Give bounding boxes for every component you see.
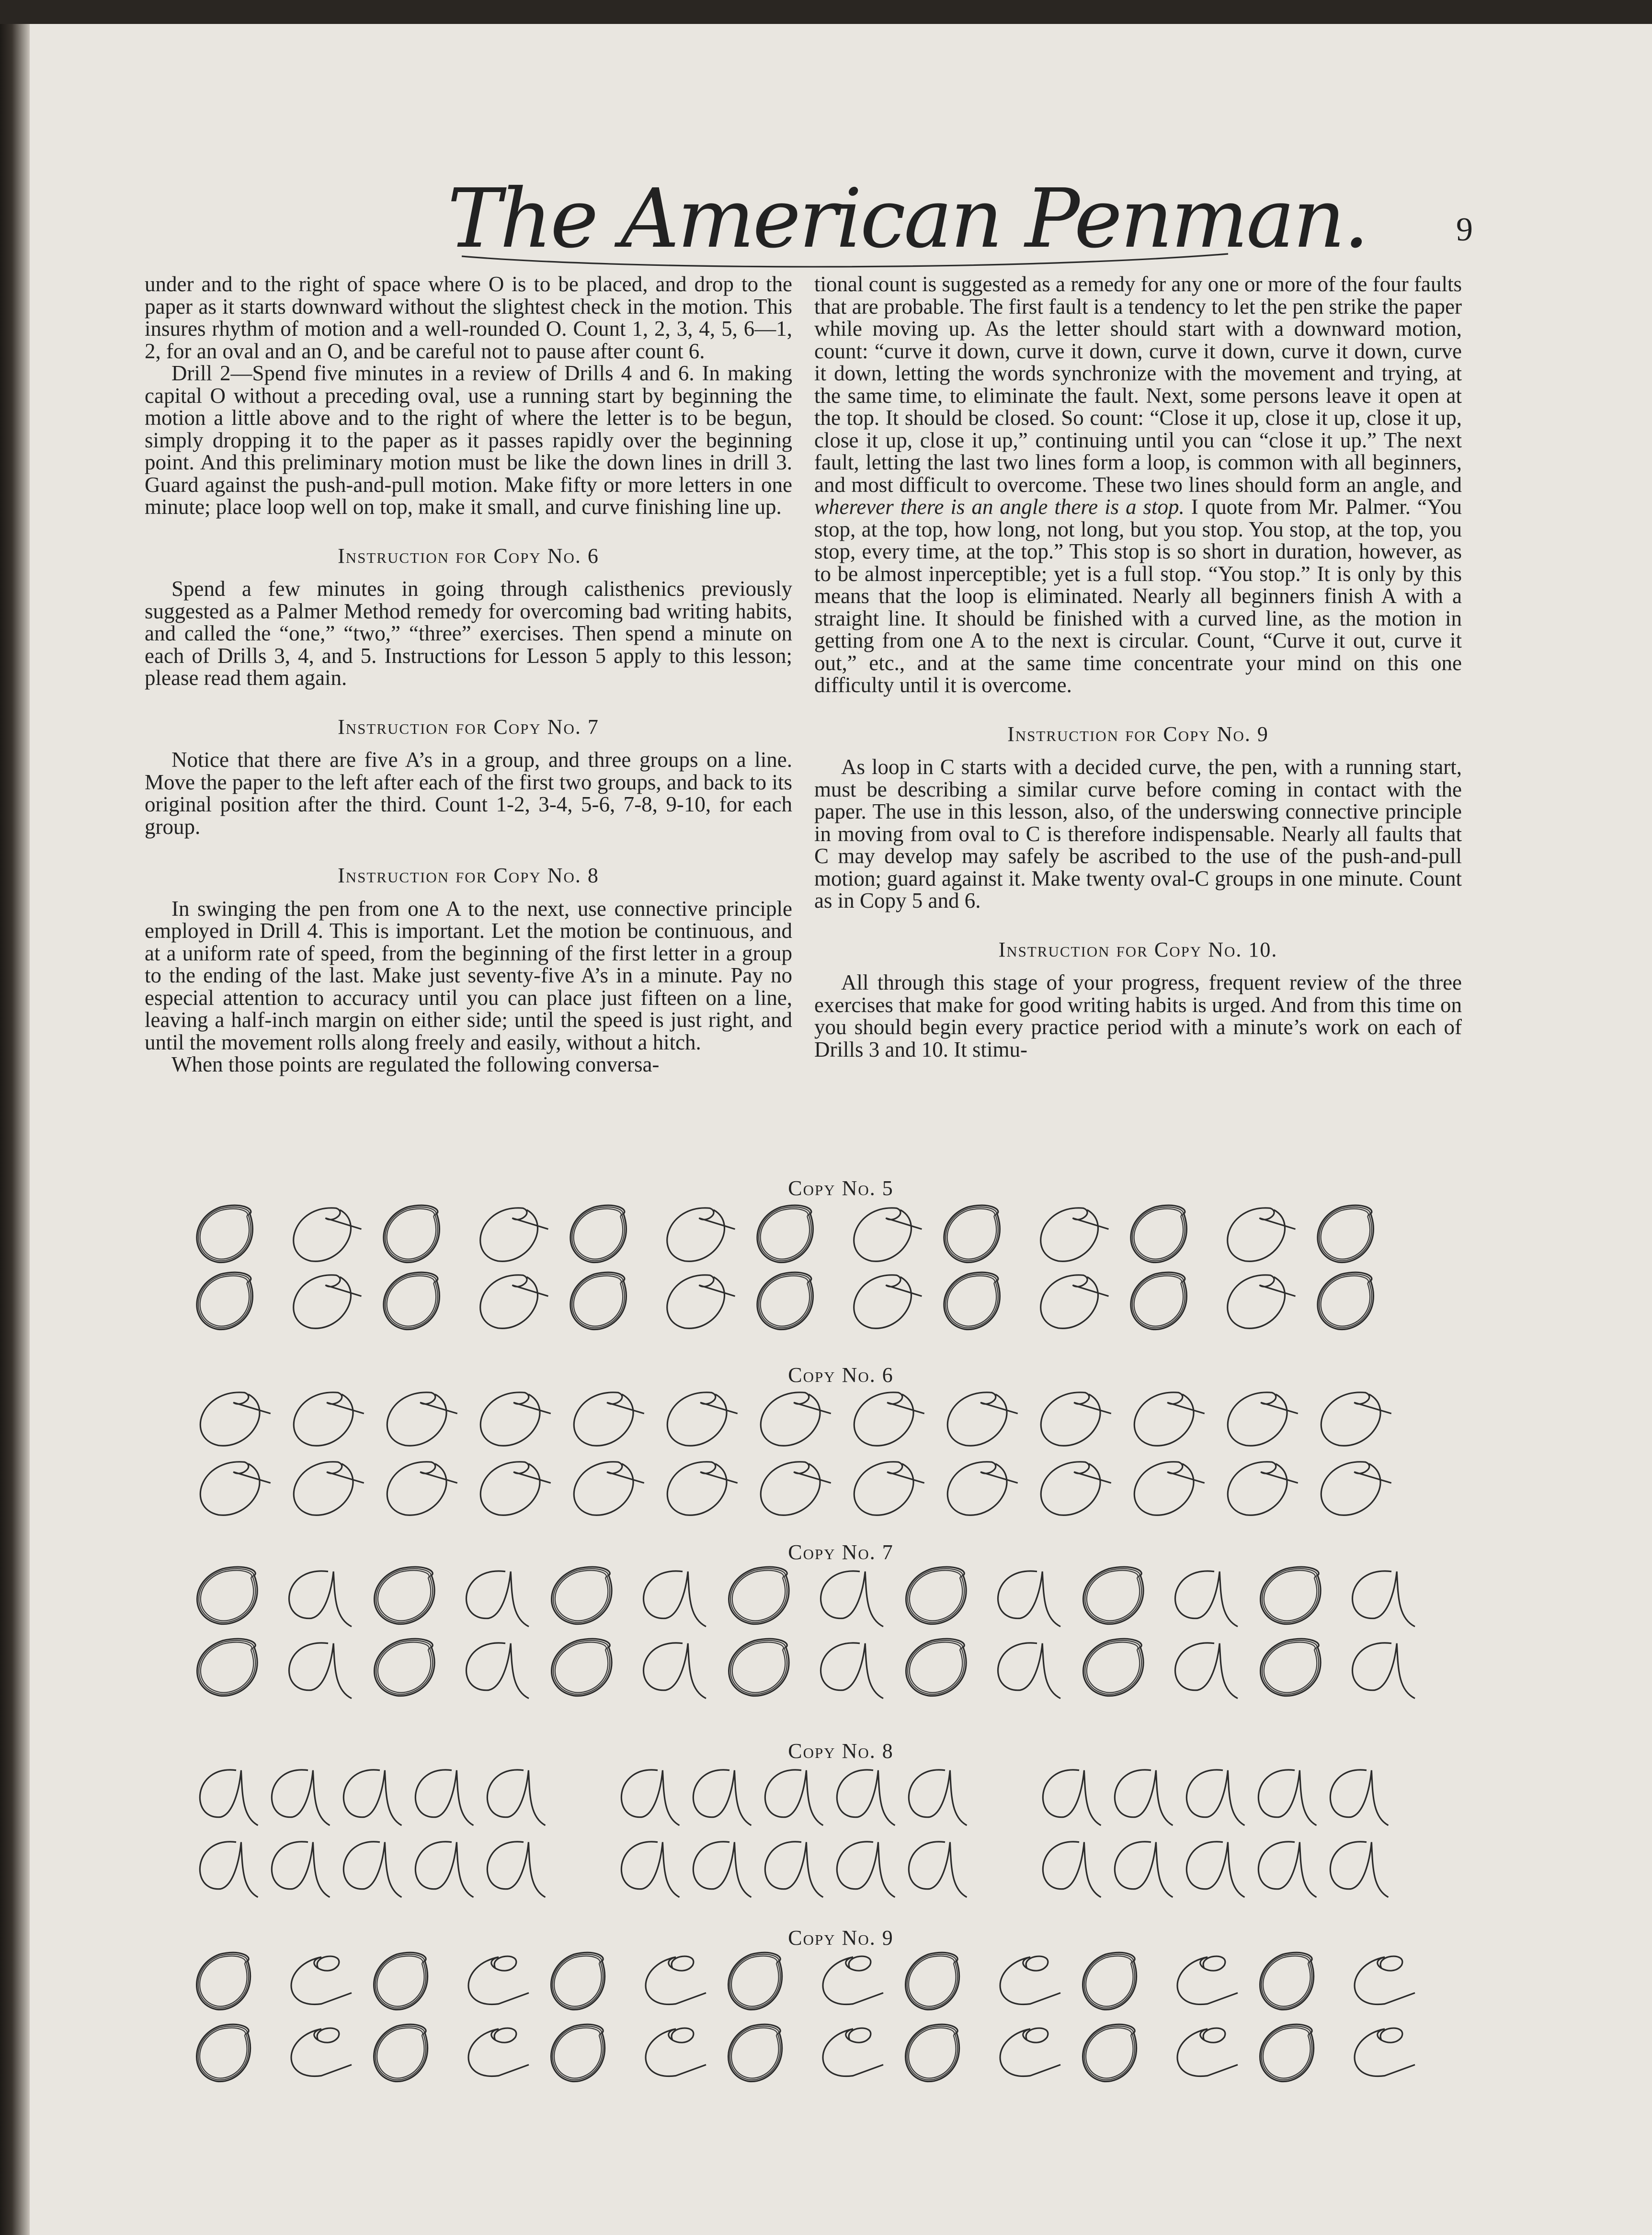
text-run: I quote from Mr. Palmer. “You stop, at the top, how long, not long, but you stop. You stop, at the top, you stop, every time, at the top.” This stop is so short in duration, however, as to be almost inperceptible; yet is a full stop. “You stop.” It is only by this means that the loop is eliminated. Nearly all beginners finish A with a straight line. It should be finished with a curved line, as the motion in getting from one A to the next is circular. Count, “Curve it out, curve it out,” etc., and at the same time concentrate your mind on this one difficulty until it is overcome. [814,495,1462,697]
capital-c-stroke [1177,1956,1238,2004]
capital-a-stroke [467,1643,529,1699]
capital-a-stroke [1258,1770,1316,1825]
capital-a-stroke [1353,1643,1415,1699]
capital-a-stroke [644,1571,706,1627]
masthead [443,168,1367,278]
heading-copy-9: Instruction for Copy No. 9 [1007,722,1269,746]
capital-a-stroke [289,1643,352,1699]
book-gutter [0,24,30,2235]
capital-o-stroke [1134,1392,1205,1446]
capital-a-stroke [821,1571,883,1627]
capital-a-stroke [1186,1842,1244,1897]
capital-o-stroke [480,1208,548,1261]
capital-a-stroke [837,1842,895,1897]
paragraph: In swinging the pen from one A to the next, use connective principle employed in Drill 4. This is important. Let the motion be continuous, and at a uniform rate of speed, from the beginning of the first letter in a group to the ending of the last. Make just seventy-five A’s in a minute. Pay no especial attention to accuracy until you can place just fifteen on a line, leaving a half-inch margin on either side; until the speed is just right, and until the movement rolls along freely and easily, without a hitch. [145,896,792,1054]
capital-c-stroke [1355,2028,1415,2076]
capital-a-stroke [909,1770,967,1825]
capital-a-stroke [289,1571,352,1627]
capital-a-stroke [200,1770,258,1825]
capital-a-stroke [1043,1770,1101,1825]
capital-a-stroke [765,1842,823,1897]
capital-c-stroke [646,2028,706,2076]
capital-a-stroke [415,1770,473,1825]
capital-o-stroke [854,1462,924,1515]
capital-c-stroke [468,1956,529,2004]
page-number: 9 [1456,211,1473,248]
capital-o-stroke [761,1462,831,1515]
capital-o-stroke [294,1392,364,1446]
paragraph: When those points are regulated the following conversa- [171,1052,660,1076]
copy-5-label: Copy No. 5 [788,1176,894,1200]
page [30,24,1652,2235]
capital-o-stroke [947,1462,1018,1515]
capital-o-stroke [1041,1275,1109,1328]
capital-o-stroke [1041,1392,1111,1446]
paragraph: As loop in C starts with a decided curve, the pen, with a running start, must be describing a similar curve before coming in contact with the paper. The use in this lesson, also, of the underswing connective principle in moving from oval to C is therefore indispensable. Nearly all faults that C may develop may safely be ascribed to the use of the push-and-pull motion; guard against it. Make twenty oval-C groups in one minute. Count as in Copy 5 and 6. [814,755,1462,912]
capital-c-stroke [291,2028,352,2076]
capital-a-stroke [1115,1842,1173,1897]
capital-c-stroke [1000,2028,1060,2076]
capital-a-stroke [1175,1571,1238,1627]
capital-o-stroke [574,1462,644,1515]
capital-o-stroke [667,1392,738,1446]
copy-5-plate [193,1207,1447,1341]
capital-o-stroke [294,1208,362,1261]
capital-c-stroke [823,1956,883,2004]
capital-c-stroke [646,1956,706,2004]
capital-o-stroke [1228,1392,1298,1446]
capital-o-stroke [1228,1275,1296,1328]
capital-o-stroke [480,1275,548,1328]
copy-9-plate [193,1954,1447,2098]
capital-a-stroke [837,1770,895,1825]
copy-8-label: Copy No. 8 [788,1739,894,1763]
capital-a-stroke [343,1842,401,1897]
capital-a-stroke [1353,1571,1415,1627]
capital-a-stroke [272,1842,330,1897]
paragraph [814,273,1462,696]
capital-a-stroke [644,1643,706,1699]
capital-c-stroke [468,2028,529,2076]
capital-o-stroke [294,1462,364,1515]
capital-a-stroke [1043,1842,1101,1897]
copy-6-plate [193,1391,1447,1526]
capital-o-stroke [761,1392,831,1446]
capital-a-stroke [200,1842,258,1897]
capital-a-stroke [1115,1770,1173,1825]
capital-a-stroke [909,1842,967,1897]
capital-a-stroke [467,1571,529,1627]
capital-o-stroke [1321,1462,1391,1515]
copy-6-svg [193,1391,1447,1526]
capital-a-stroke [1186,1770,1244,1825]
capital-a-stroke [765,1770,823,1825]
copy-7-label: Copy No. 7 [788,1540,894,1564]
capital-a-stroke [343,1770,401,1825]
capital-a-stroke [487,1842,545,1897]
capital-o-stroke [854,1392,924,1446]
capital-o-stroke [1321,1392,1391,1446]
heading-copy-7: Instruction for Copy No. 7 [338,715,599,739]
capital-o-stroke [387,1392,457,1446]
capital-o-stroke [1041,1462,1111,1515]
copy-8-plate [193,1767,1447,1911]
capital-c-stroke [291,1956,352,2004]
capital-o-stroke [1134,1462,1205,1515]
capital-o-stroke [480,1392,551,1446]
heading-copy-6: Instruction for Copy No. 6 [338,544,599,568]
capital-a-stroke [998,1571,1060,1627]
capital-a-stroke [998,1643,1060,1699]
capital-o-stroke [1228,1208,1296,1261]
capital-o-stroke [480,1462,551,1515]
capital-o-stroke [1228,1462,1298,1515]
capital-o-stroke [1041,1208,1109,1261]
capital-a-stroke [1330,1842,1388,1897]
capital-o-stroke [947,1392,1018,1446]
capital-a-stroke [1258,1842,1316,1897]
capital-o-stroke [854,1275,922,1328]
capital-a-stroke [415,1842,473,1897]
text-run: tional count is suggested as a remedy for any one or more of the four faults that are probable. The first fault is a tendency to let the pen strike the paper while moving up. As the letter should start with a downward motion, count: “curve it down, curve it down, curve it down, curve it down, curve it down, letting the words synchronize with the movement and trying, at the same time, to eliminate the fault. Next, some persons leave it open at the top. It should be closed. So count: “Close it up, close it up, close it up, close it up, close it up,” continuing until you can “close it up.” The next fault, letting the last two lines form a loop, is common with all beginners, and most difficult to overcome. These two lines should form an angle, and [814,272,1462,497]
capital-c-stroke [823,2028,883,2076]
capital-o-stroke [294,1275,362,1328]
capital-a-stroke [1330,1770,1388,1825]
copy-7-plate [193,1569,1447,1712]
capital-a-stroke [1175,1643,1238,1699]
paragraph: Notice that there are five A’s in a group, and three groups on a line. Move the paper to the left after each of the first two groups, and back to its original position after the third. Count 1-2, 3-4, 5-6, 7-8, 9-10, for each group. [145,748,792,839]
capital-a-stroke [821,1643,883,1699]
capital-a-stroke [272,1770,330,1825]
capital-o-stroke [200,1462,271,1515]
capital-a-stroke [693,1842,751,1897]
paragraph: Drill 2—Spend five minutes in a review of Drills 4 and 6. In making capital O without a preceding oval, use a running start by beginning the motion a little above and to the right of where the letter is to be begun, simply dropping it to the paper as it passes rapidly over the beginning point. And this preliminary motion must be like the down lines in drill 3. Guard against the push-and-pull motion. Make fifty or more letters in one minute; place loop well on top, make it small, and curve finishing line up. [145,361,792,519]
capital-o-stroke [854,1208,922,1261]
paragraph: Spend a few minutes in going through calisthenics previously suggested as a Palmer Method remedy for overcoming bad writing habits, and called the “one,” “two,” “three” exercises. Then spend a minute on each of Drills 3, 4, and 5. Instructions for Lesson 5 apply to this lesson; please read them again. [145,577,792,690]
capital-c-stroke [1177,2028,1238,2076]
heading-copy-10: Instruction for Copy No. 10. [998,937,1278,961]
left-column [145,273,792,1076]
right-column [814,273,1462,1060]
capital-o-stroke [574,1392,644,1446]
capital-o-stroke [667,1208,735,1261]
paragraph: under and to the right of space where O is to be placed, and drop to the paper as it starts downward without the slightest check in the motion. This insures rhythm of motion and a well-rounded O. Count 1, 2, 3, 4, 5, 6—1, 2, for an oval and an O, and be careful not to pause after count 6. [145,272,792,363]
capital-o-stroke [667,1462,738,1515]
capital-a-stroke [621,1842,679,1897]
capital-c-stroke [1000,1956,1060,2004]
copy-8-svg [193,1767,1447,1911]
capital-c-stroke [1355,1956,1415,2004]
capital-a-stroke [487,1770,545,1825]
copy-9-svg [193,1954,1447,2098]
heading-copy-8: Instruction for Copy No. 8 [338,864,599,887]
capital-o-stroke [200,1392,271,1446]
masthead-title: The American Penman. [447,171,1367,266]
capital-a-stroke [693,1770,751,1825]
capital-a-stroke [621,1770,679,1825]
copy-5-svg [193,1207,1447,1341]
capital-o-stroke [387,1462,457,1515]
paragraph: All through this stage of your progress, frequent review of the three exercises that make for good writing habits is urged. And from this time on you should begin every practice period with a minute’s work on each of Drills 3 and 10. It stimu- [814,970,1462,1061]
copy-6-label: Copy No. 6 [788,1363,894,1387]
copy-7-svg [193,1569,1447,1712]
capital-o-stroke [667,1275,735,1328]
emphasis: wherever there is an angle there is a stop. [814,495,1185,519]
copy-9-label: Copy No. 9 [788,1926,894,1950]
